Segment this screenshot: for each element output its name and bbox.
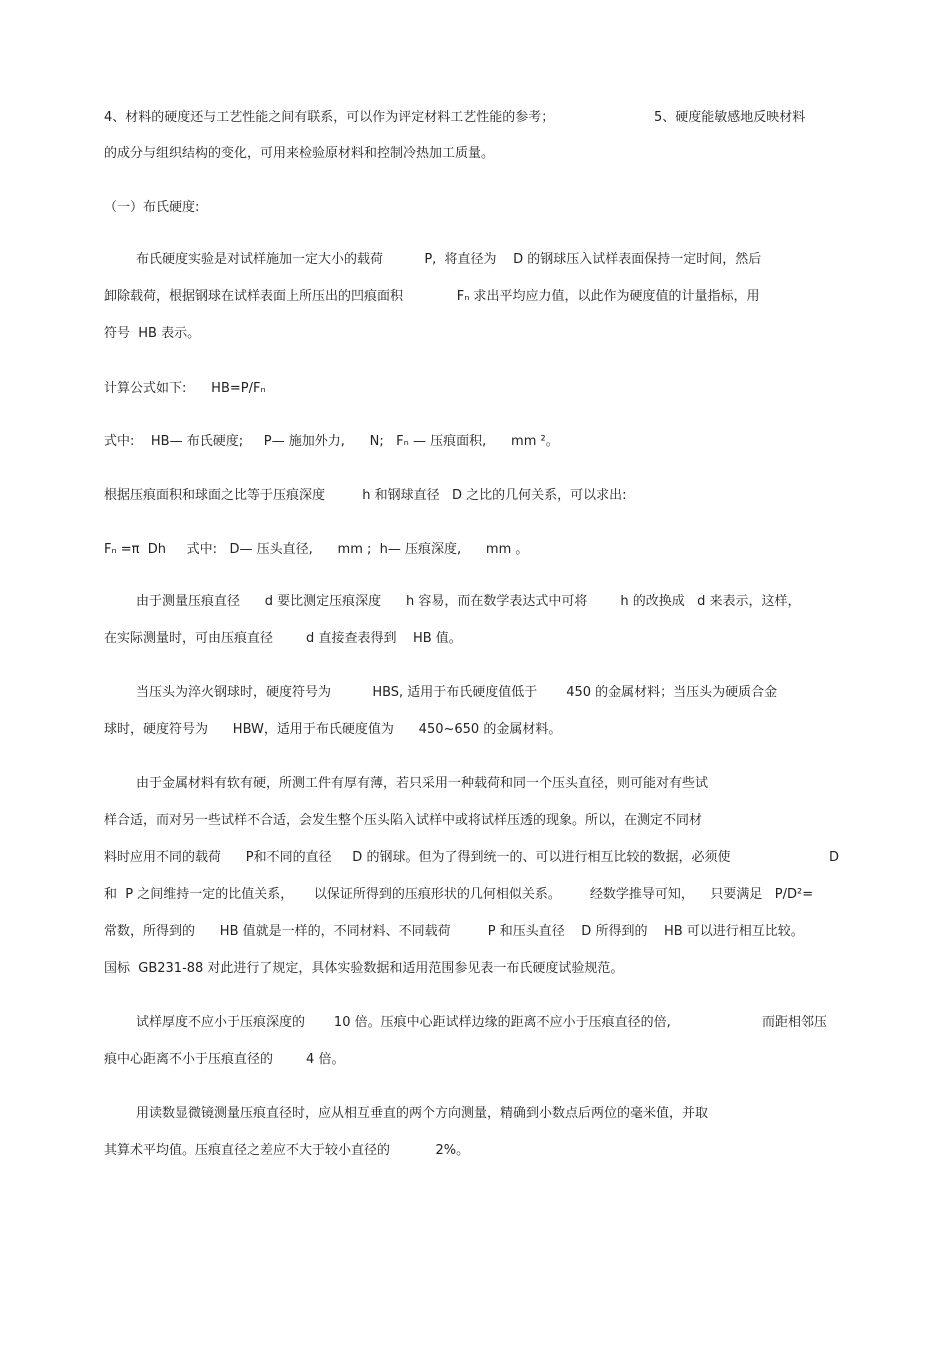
text-line-2: 的成分与组织结构的变化，可用来检验原材料和控制冷热加工质量。: [104, 146, 495, 161]
text-line-11: 由于测量压痕直径 d 要比测定压痕深度 h 容易，而在数学表达式中可将 h 的改换成 d 来表示，这样，: [136, 594, 801, 609]
text-line-14: 球时，硬度符号为 HBW，适用于布氏硬度值为 450~650 的金属材料。: [104, 722, 562, 737]
text-line-15: 由于金属材料有软有硬，所测工件有厚有薄，若只采用一种载荷和同一个压头直径，则可能对有些试: [136, 776, 709, 791]
formula-line-2: Fₙ =π Dh 式中: D— 压头直径, mm ; h— 压痕深度, mm 。: [104, 542, 529, 557]
text-line-24: 其算术平均值。压痕直径之差应不大于较小直径的 2%。: [104, 1143, 470, 1158]
text-line-18: 和 P 之间维持一定的比值关系， 以保证所得到的压痕形状的几何相似关系。 经数学推导可知， 只要满足 P/D²=: [104, 887, 814, 902]
text-line-13: 当压头为淬火钢球时，硬度符号为 HBS, 适用于布氏硬度值低于 450 的金属材料；当压头为硬质合金: [136, 685, 778, 700]
text-line-4: 布氏硬度实验是对试样施加一定大小的载荷 P, 将直径为 D 的钢球压入试样表面保持一定时间，然后: [136, 252, 762, 267]
text-line-23: 用读数显微镜测量压痕直径时，应从相互垂直的两个方向测量，精确到小数点后两位的毫米值，并取: [136, 1106, 709, 1121]
formula-line: 计算公式如下: HB=P/Fₙ: [104, 381, 266, 396]
text-line-19: 常数，所得到的 HB 值就是一样的，不同材料、不同载荷 P 和压头直径 D 所得到的 HB 可以进行相互比较。: [104, 924, 804, 939]
text-line-21: 试样厚度不应小于压痕深度的 10 倍。压痕中心距试样边缘的距离不应小于压痕直径的倍,: [136, 1015, 671, 1030]
text-line-22: 痕中心距离不小于压痕直径的 4 倍。: [104, 1052, 345, 1067]
text-line-5: 卸除载荷，根据钢球在试样表面上所压出的凹痕面积 Fₙ 求出平均应力值，以此作为硬度值的计量指标，用: [104, 289, 760, 304]
section-heading: （一）布氏硬度:: [104, 200, 200, 215]
text-line-9: 根据压痕面积和球面之比等于压痕深度 h 和钢球直径 D 之比的几何关系，可以求出:: [104, 488, 627, 503]
text-line-1: 4、材料的硬度还与工艺性能之间有联系，可以作为评定材料工艺性能的参考；: [104, 110, 555, 125]
text-line-16: 样合适，而对另一些试样不合适，会发生整个压头陷入试样中或将试样压透的现象。所以，在测定不同材: [104, 813, 703, 828]
text-line-17-right: D: [829, 850, 840, 865]
text-line-12: 在实际测量时，可由压痕直径 d 直接查表得到 HB 值。: [104, 631, 462, 646]
text-line-1-right: 5、硬度能敏感地反映材料: [654, 110, 806, 125]
text-line-17: 料时应用不同的载荷 P和不同的直径 D 的钢球。但为了得到统一的、可以进行相互比较的数据，必须使: [104, 850, 731, 865]
text-line-8: 式中: HB— 布氏硬度; P— 施加外力, N; Fₙ — 压痕面积, mm ²。: [104, 434, 559, 449]
text-line-21-right: 而距相邻压: [762, 1015, 828, 1030]
text-line-20: 国标 GB231-88 对此进行了规定，具体实验数据和适用范围参见表一布氏硬度试验规范。: [104, 961, 624, 976]
text-line-6: 符号 HB 表示。: [104, 326, 201, 341]
